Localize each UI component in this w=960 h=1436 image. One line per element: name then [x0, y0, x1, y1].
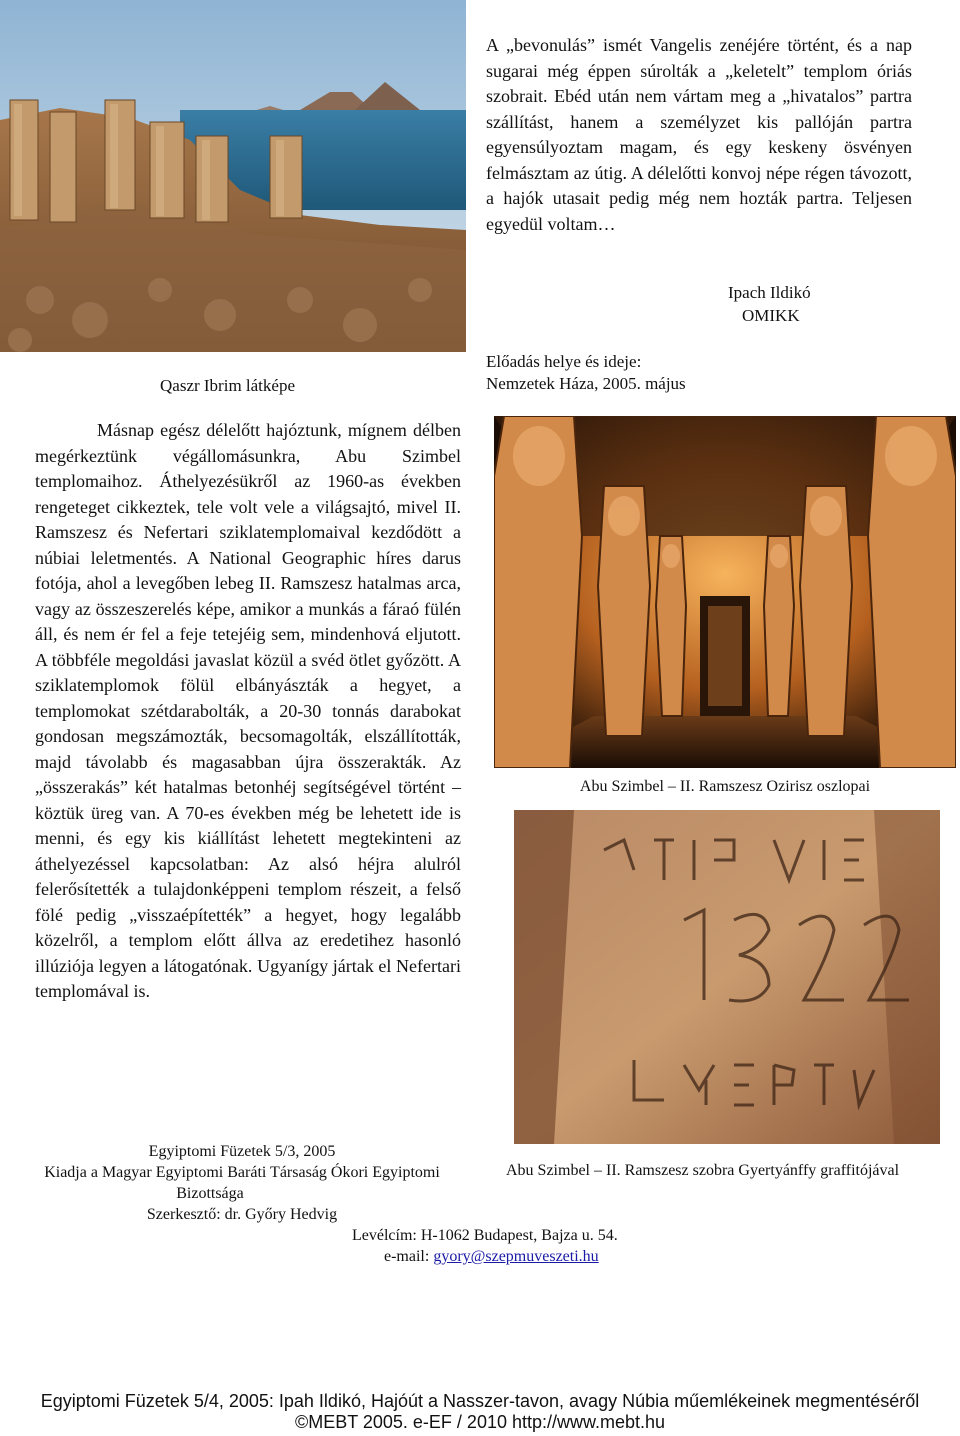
abu-simbel-pillars-caption: Abu Szimbel – II. Ramszesz Ozirisz oszlopai — [579, 778, 871, 795]
qaszr-ibrim-ruins-photo — [0, 0, 466, 352]
email-label: e-mail: — [384, 1248, 434, 1265]
lecture-label: Előadás helye és ideje: — [486, 352, 642, 371]
colophon-address: Levélcím: H-1062 Budapest, Bajza u. 54. — [352, 1227, 618, 1244]
abu-simbel-pillars-photo — [494, 416, 956, 768]
graffiti-caption: Abu Szimbel – II. Ramszesz szobra Gyertyánffy graffitójával — [506, 1162, 900, 1179]
author-name: Ipach Ildikó — [728, 283, 811, 302]
main-paragraph: Másnap egész délelőtt hajóztunk, mígnem délben megérkeztünk végállomásunkra, Abu Szimbel templomaihoz. Áthelyezésükről az 1960-as években rengeteget cikkeztek, tele volt vele a világsajtó, mivel II. Ramszesz és Nefertari sziklatemplomaival kezdődött a núbiai leletmentés. A National Geographic híres darus fotója, ahol a levegőben lebeg II. Ramszesz hatalmas arca, vagy az összeszerelés képe, amikor a munkás a fáraó fülén áll, és nem ér fel a feje tetejéig sem, mindenhová eljutott. A többféle megoldási javaslat közül a svéd ötlet győzött. A sziklatemplomok fölül elbányászták a hegyet, a templomokat szétdarabolták, a 20-30 tonnás darabokat gondosan megszámozták, becsomagolták, elszállították, majd távolabb és magasabban újra összerakták. Az „összerakás” két hatalmas betonhéj segítségével történt – köztük üreg van. A 70-es években még be lehetett ide is menni, és egy kis kiállítást lehetett megtekinteni az áthelyezéssel kapcsolatban: Az alsó héjra alulról felerősítették a tulajdonképpeni templom részeit, a felső fölé pedig „visszaépítették” a hegyet, hogy legalább közelről, a templom előtt állva az eredetihez hasonló illúziója legyen a látogatónak. Ugyanígy jártak el Nefertari templomával is. — [35, 420, 461, 1001]
gyertyanffy-graffiti-photo — [514, 810, 940, 1144]
author-org: OMIKK — [742, 306, 800, 325]
email-link[interactable]: gyory@szepmuveszeti.hu — [433, 1248, 599, 1265]
intro-paragraph: A „bevonulás” ismét Vangelis zenéjére történt, és a nap sugarai még éppen súrolták a „keletelt” templom óriás szobrait. Ebéd után nem vártam meg a „hivatalos” partra szállítást, hanem a személyzet kis pallóján partra egyensúlyoztam magam, és egy keskeny ösvényen felmásztam az útig. A délelőtti konvoj népe régen távozott, a hajók utasait pedig még nem hozták partra. Teljesen egyedül voltam… — [486, 35, 912, 234]
colophon-issue: Egyiptomi Füzetek 5/3, 2005 — [148, 1143, 336, 1160]
graffiti-photo — [514, 810, 940, 1144]
qaszr-ibrim-caption: Qaszr Ibrim látképe — [160, 376, 295, 395]
colophon-editor: Szerkesztő: dr. Győry Hedvig — [146, 1206, 338, 1223]
footer-line-2: ©MEBT 2005. e-EF / 2010 http://www.mebt.hu — [294, 1412, 666, 1432]
colophon-email-row — [384, 1247, 599, 1267]
qaszr-ibrim-photo — [0, 0, 466, 352]
colophon-publisher-line2: Bizottsága — [176, 1185, 244, 1202]
footer-line-1: Egyiptomi Füzetek 5/4, 2005: Ipah Ildikó, Hajóút a Nasszer-tavon, avagy Núbia műemlékeinek megmentéséről — [40, 1391, 920, 1411]
colophon-publisher-line1: Kiadja a Magyar Egyiptomi Baráti Társaság Ókori Egyiptomi — [44, 1164, 440, 1181]
lecture-place: Nemzetek Háza, 2005. május — [486, 374, 686, 393]
abu-simbel-osiris-pillars-photo — [494, 416, 956, 768]
